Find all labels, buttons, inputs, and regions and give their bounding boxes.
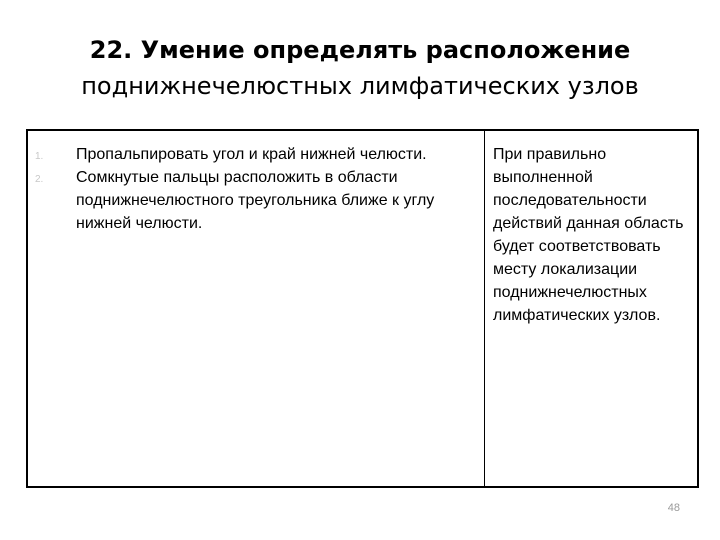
procedure-table [26, 129, 699, 488]
slide-title-line-1: 22. Умение определять расположение [89, 36, 631, 64]
slide-title [20, 32, 700, 104]
column-divider [484, 131, 485, 486]
page-number: 48 [667, 502, 680, 514]
step-text: Пропальпировать угол и край нижней челюсти. [76, 146, 427, 163]
step-number: 1. [35, 151, 44, 162]
step-item [28, 166, 478, 235]
slide-title-line-2: поднижнечелюстных лимфатических узлов [81, 72, 639, 100]
step-item [28, 143, 478, 166]
step-text: Сомкнутые пальцы расположить в области поднижнечелюстного треугольника ближе к углу нижней челюсти. [76, 169, 435, 232]
steps-list [28, 143, 478, 235]
step-number: 2. [35, 174, 44, 185]
result-text: При правильно выполненной последовательности действий данная область будет соответствовать месту локализации поднижнечелюстных лимфатических узлов. [493, 146, 684, 324]
